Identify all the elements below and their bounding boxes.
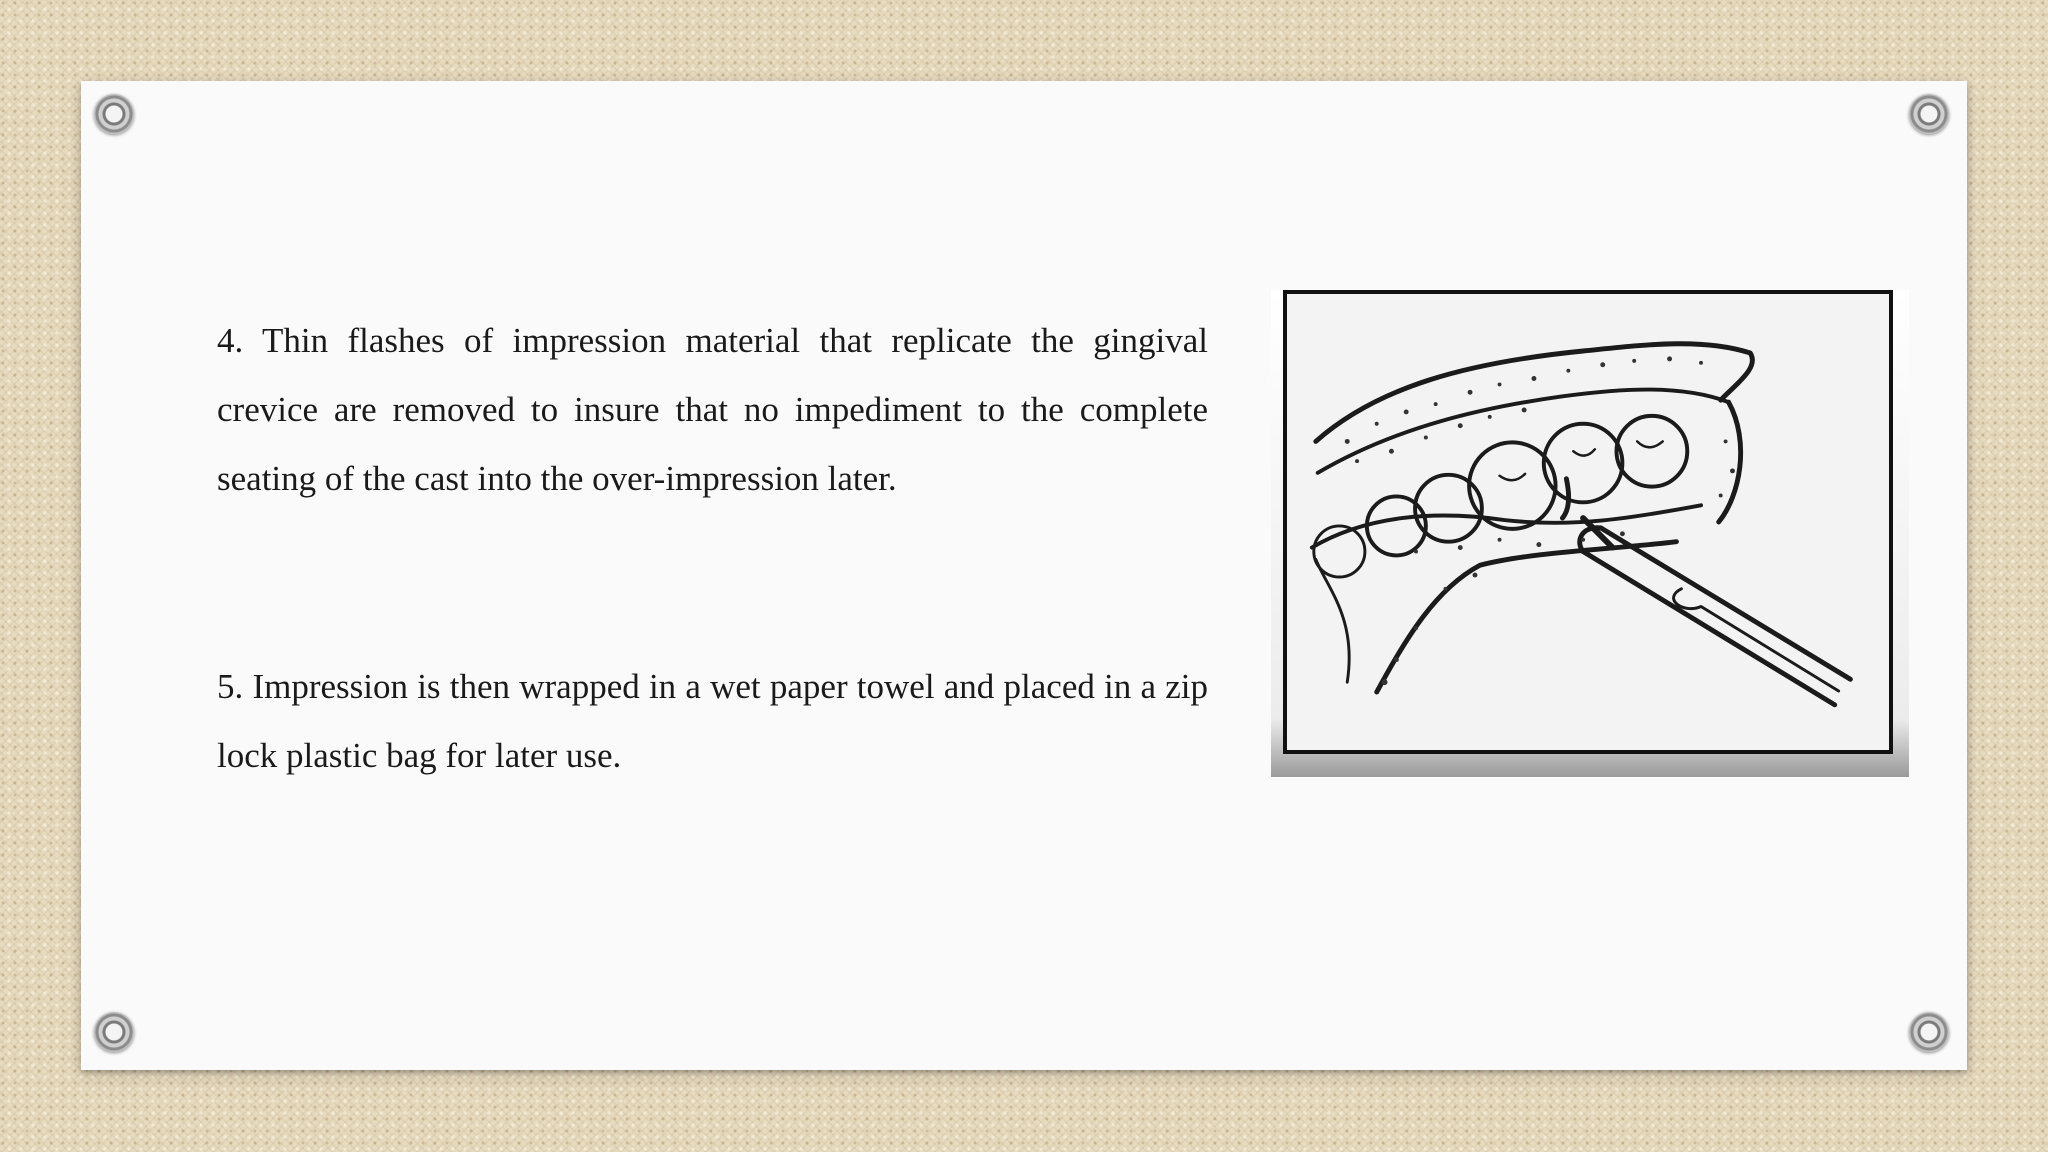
slide-card [81, 81, 1967, 1070]
grommet-icon [94, 94, 134, 134]
grommet-icon [1909, 94, 1949, 134]
paragraph-step-5: 5. Impression is then wrapped in a wet paper towel and placed in a zip lock plastic bag for later use. [217, 667, 1208, 775]
paragraph-step-4: 4. Thin flashes of impression material that replicate the gingival crevice are removed to insure that no impediment to the complete seating of the cast into the over-impression later. [217, 321, 1208, 498]
dental-impression-trimming-illustration [1287, 294, 1889, 750]
grommet-icon [94, 1012, 134, 1052]
figure-frame [1283, 290, 1893, 754]
grommet-icon [1909, 1012, 1949, 1052]
figure-illustration [1271, 290, 1909, 777]
